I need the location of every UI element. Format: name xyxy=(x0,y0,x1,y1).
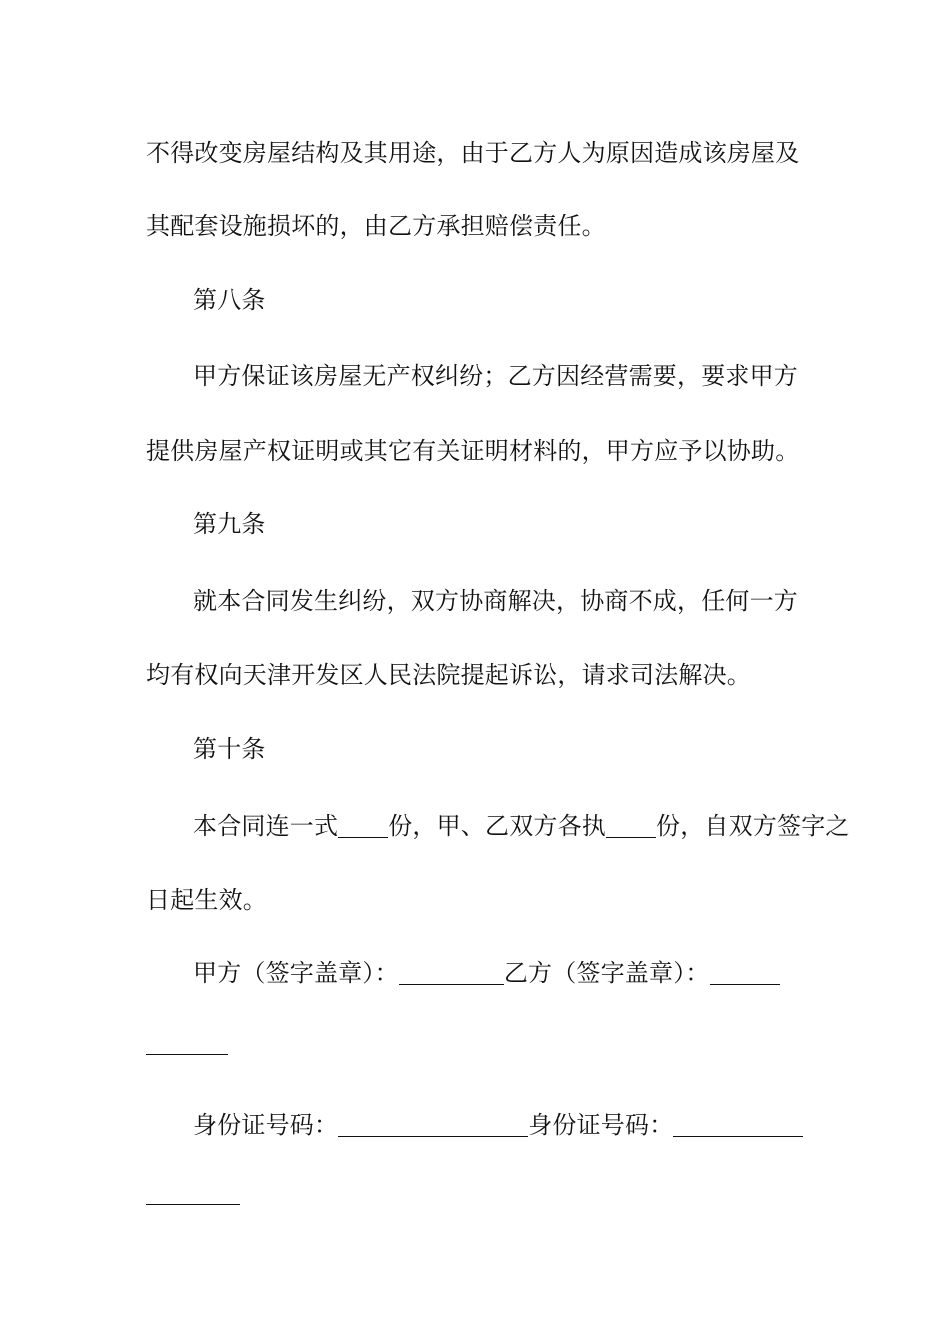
heading-text: 第十条 xyxy=(193,735,266,763)
paragraph-line xyxy=(193,586,810,616)
paragraph-text: 不得改变房屋结构及其用途，由于乙方人为原因造成该房屋及 xyxy=(146,139,800,167)
party-b-id-blank-continuation xyxy=(146,1204,240,1205)
paragraph-text: 其配套设施损坏的，由乙方承担赔偿责任。 xyxy=(146,212,606,240)
paragraph-text: 份，甲、乙双方各执 xyxy=(388,812,607,840)
party-a-signature-blank xyxy=(399,960,504,985)
article-8-heading xyxy=(193,285,810,315)
party-b-signature-label: 乙方（签字盖章）： xyxy=(503,959,710,987)
heading-text: 第八条 xyxy=(193,286,266,314)
party-b-signature-blank xyxy=(710,960,780,985)
heading-text: 第九条 xyxy=(193,510,266,538)
paragraph-text: 份，自双方签字之 xyxy=(656,812,850,840)
paragraph-text: 甲方保证该房屋无产权纠纷；乙方因经营需要，要求甲方 xyxy=(193,362,798,390)
id-number-line xyxy=(193,1110,810,1140)
paragraph-line xyxy=(193,361,810,391)
paragraph-line xyxy=(146,138,810,168)
paragraph-text: 均有权向天津开发区人民法院提起诉讼，请求司法解决。 xyxy=(146,661,751,689)
party-b-signature-blank-continuation xyxy=(146,1054,228,1055)
article-9-heading xyxy=(193,509,810,539)
copies-total-blank xyxy=(338,813,388,838)
paragraph-line xyxy=(146,660,810,690)
copies-each-blank xyxy=(606,813,656,838)
party-b-id-label: 身份证号码： xyxy=(528,1111,674,1139)
paragraph-line xyxy=(146,436,810,466)
party-b-id-blank xyxy=(673,1112,803,1137)
party-a-signature-label: 甲方（签字盖章）： xyxy=(193,959,399,987)
paragraph-line xyxy=(193,811,850,841)
party-a-id-label: 身份证号码： xyxy=(193,1111,339,1139)
paragraph-text: 本合同连一式 xyxy=(193,812,339,840)
paragraph-line xyxy=(146,211,810,241)
paragraph-text: 提供房屋产权证明或其它有关证明材料的，甲方应予以协助。 xyxy=(146,437,800,465)
paragraph-text: 日起生效。 xyxy=(146,886,267,914)
article-10-heading xyxy=(193,734,810,764)
paragraph-line xyxy=(146,885,810,915)
party-a-id-blank xyxy=(338,1112,528,1137)
paragraph-text: 就本合同发生纠纷，双方协商解决，协商不成，任何一方 xyxy=(193,587,798,615)
signature-line xyxy=(193,958,810,988)
